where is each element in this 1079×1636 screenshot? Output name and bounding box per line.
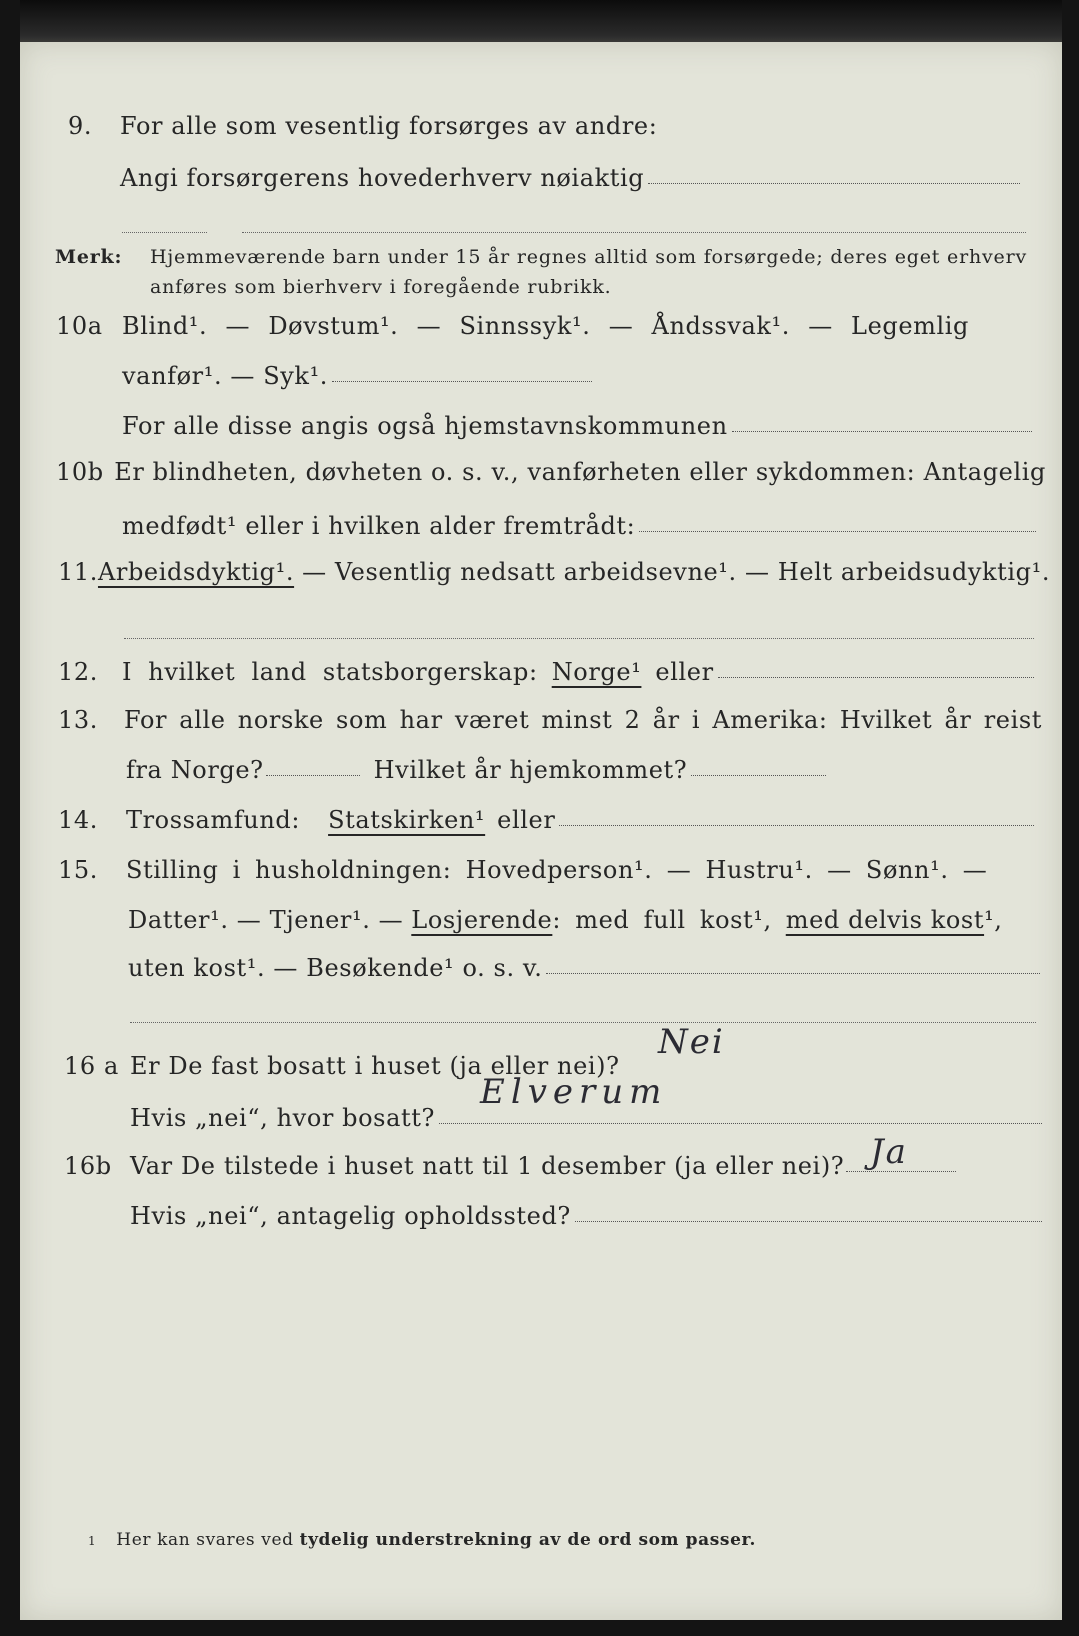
q14-or: eller (497, 806, 556, 834)
q9-line1 (68, 100, 1008, 140)
q10a-text-2: vanfør¹. — Syk¹. (122, 362, 329, 390)
q10a-number: 10a (56, 312, 103, 340)
q13-left-label: fra Norge? (126, 756, 264, 784)
q9-number: 9. (68, 112, 93, 140)
q16a-text: Er De fast bosatt i huset (ja eller nei)? (130, 1052, 620, 1080)
q16a-handwritten-answer: Nei (658, 1022, 725, 1062)
q12-number: 12. (58, 658, 98, 686)
dotted-line (130, 1022, 1036, 1023)
q10b-line2 (122, 500, 1036, 540)
dotted-line (124, 638, 1034, 639)
q10a-line1 (56, 300, 1046, 340)
q9-text: For alle som vesentlig forsørges av andre: (120, 112, 658, 140)
q14-text: Trossamfund: (126, 806, 301, 834)
note-line2 (150, 268, 1030, 298)
q13-line1 (58, 694, 1048, 734)
q15-other-field[interactable] (546, 973, 1040, 974)
q10a-text: Blind¹. — Døvstum¹. — Sinnssyk¹. — Åndssvak¹. — Legemlig (122, 312, 970, 340)
q9-line2 (120, 152, 1020, 192)
q10b-text-2: medfødt¹ eller i hvilken alder fremtrådt: (122, 512, 636, 540)
q16b-text: Var De tilstede i huset natt til 1 desember (ja eller nei)? (130, 1152, 845, 1180)
q12-or: eller (655, 658, 714, 686)
q15-lodger-option[interactable]: Losjerende (411, 906, 553, 934)
q15-text-5: uten kost¹. — Besøkende¹ o. s. v. (128, 954, 543, 982)
footnote-marker: 1 (88, 1534, 97, 1548)
q13-return-field[interactable] (691, 775, 826, 776)
footnote-bold-text: tydelig understrekning av de ord som passer. (299, 1530, 757, 1550)
q11-line (58, 546, 1051, 586)
q10b-line1 (56, 446, 1046, 486)
q10a-municipality-field[interactable] (732, 431, 1032, 432)
note-text: Hjemmeværende barn under 15 år regnes alltid som forsørgede; deres eget erhverv (150, 246, 1027, 268)
q15-line2 (128, 894, 1048, 934)
q13-return-label: Hvilket år hjemkommet? (373, 756, 688, 784)
q11-number: 11. (58, 558, 98, 586)
q15-line3 (128, 942, 1040, 982)
q12-line (58, 646, 1034, 686)
q16b-handwritten-answer: Ja (870, 1132, 908, 1172)
q15-text-2: Datter¹. — Tjener¹. — (128, 906, 404, 934)
q11-text: — Vesentlig nedsatt arbeidsevne¹. — Helt arbeidsudyktig¹. (302, 558, 1051, 586)
q9-occupation-field[interactable] (648, 183, 1020, 184)
q14-selected-option[interactable]: Statskirken¹ (328, 806, 486, 834)
footnote-text: Her kan svares ved (116, 1530, 294, 1550)
q15-text-3: : med full kost¹, (552, 906, 772, 934)
q14-number: 14. (58, 806, 98, 834)
q16a-handwritten-residence: Elverum (480, 1072, 668, 1112)
q10a-line2 (122, 350, 592, 390)
q13-left-field[interactable] (266, 775, 360, 776)
dotted-line (242, 232, 1026, 233)
q10a-sickness-field[interactable] (332, 381, 592, 382)
q16b-number: 16b (64, 1152, 112, 1180)
q15-text: Stilling i husholdningen: Hovedperson¹. — Hustru¹. — Sønn¹. — (126, 856, 988, 884)
q14-faith-field[interactable] (559, 825, 1034, 826)
q15-selected-option[interactable]: med delvis kost (785, 906, 985, 934)
q16b-line2 (130, 1190, 1042, 1230)
q13-line2 (126, 744, 826, 784)
q14-line (58, 794, 1034, 834)
q10b-text: Er blindheten, døvheten o. s. v., vanførheten eller sykdommen: Antagelig (114, 458, 1046, 486)
q12-country-field[interactable] (718, 677, 1034, 678)
q15-line1 (58, 844, 1048, 884)
note-label: Merk: (55, 246, 123, 268)
q10a-text-3: For alle disse angis også hjemstavnskommunen (122, 412, 728, 440)
note-text-2: anføres som bierhverv i foregående rubrikk. (150, 276, 612, 298)
census-form-page (20, 42, 1062, 1620)
q16a-number: 16 a (64, 1052, 119, 1080)
q10b-number: 10b (56, 458, 104, 486)
q16a-residence-field[interactable] (439, 1123, 1042, 1124)
dotted-line (122, 232, 207, 233)
q10b-age-field[interactable] (639, 531, 1036, 532)
q12-selected-option[interactable]: Norge¹ (551, 658, 642, 686)
q16a-text-2: Hvis „nei“, hvor bosatt? (130, 1104, 435, 1132)
q10a-line3 (122, 400, 1032, 440)
q9-occupation-label: Angi forsørgerens hovederhverv nøiaktig (120, 164, 645, 192)
q15-number: 15. (58, 856, 98, 884)
footnote (88, 1530, 756, 1550)
q15-text-4: ¹, (984, 906, 1003, 934)
q12-text: I hvilket land statsborgerskap: (122, 658, 538, 686)
note-line1 (55, 238, 1035, 268)
q16b-whereabouts-field[interactable] (575, 1221, 1042, 1222)
q13-number: 13. (58, 706, 98, 734)
q16b-text-2: Hvis „nei“, antagelig opholdssted? (130, 1202, 571, 1230)
q11-selected-option[interactable]: Arbeidsdyktig¹. (97, 558, 295, 586)
q13-text: For alle norske som har været minst 2 år i Amerika: Hvilket år reist (124, 706, 1043, 734)
